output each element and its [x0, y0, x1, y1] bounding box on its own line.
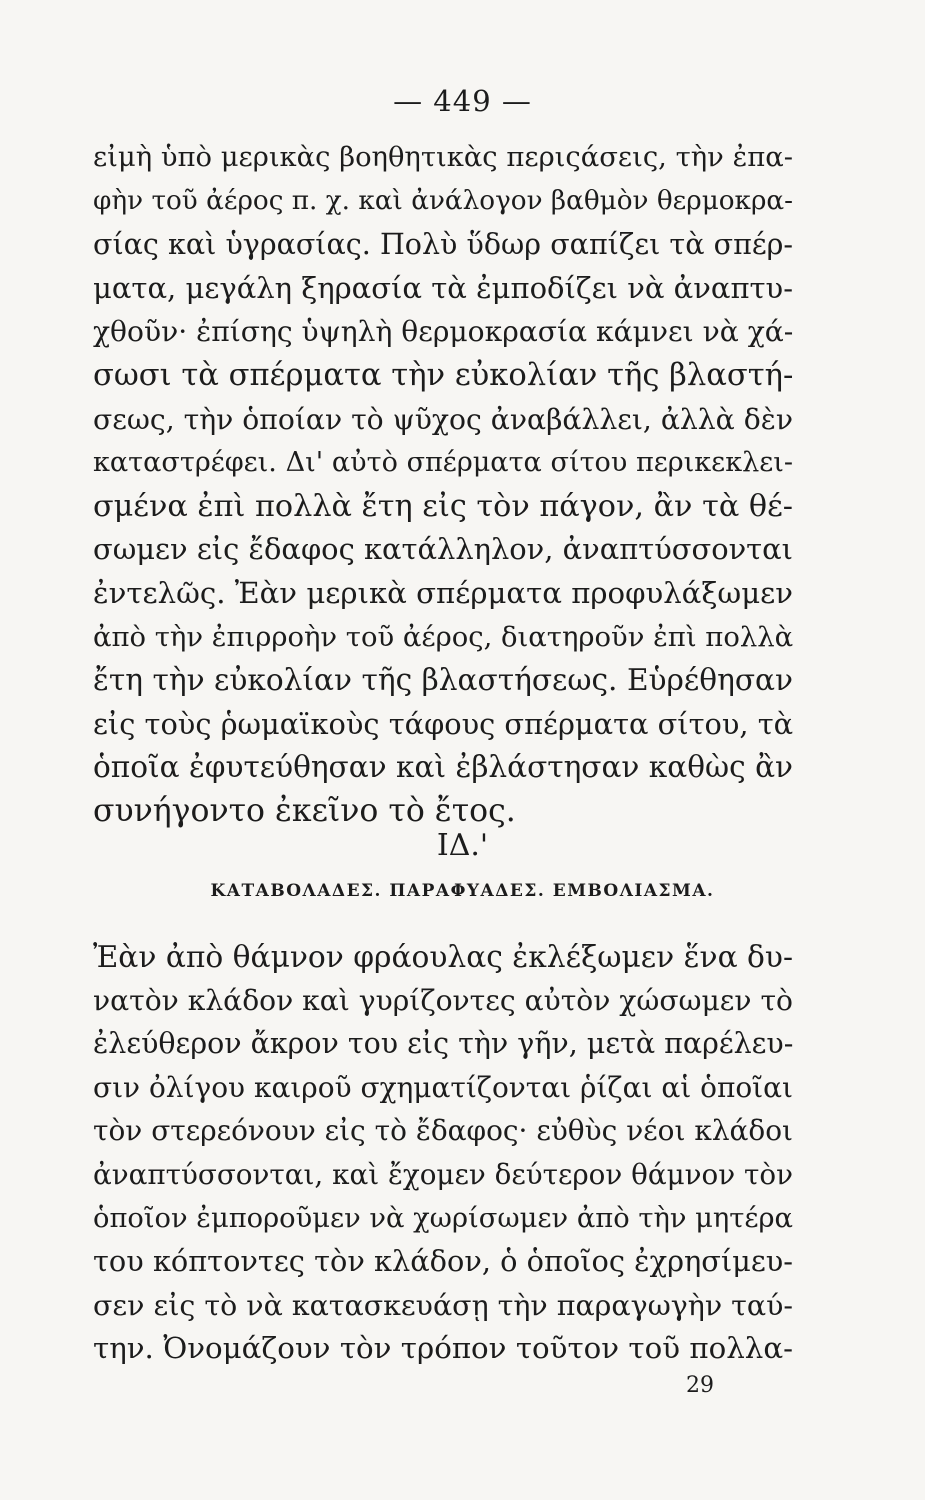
- text-line: εἰμὴ ὑπὸ μερικὰς βοηθητικὰς περιςάσεις, τὴν ἐπα-: [93, 142, 793, 173]
- text-line: ἐντελῶς. Ἐὰν μερικὰ σπέρματα προφυλάξωμεν: [93, 575, 793, 610]
- text-line: ὁποῖα ἐφυτεύθησαν καὶ ἐβλάστησαν καθὼς ἂν: [93, 750, 793, 785]
- text-line: την. Ὀνομάζουν τὸν τρόπον τοῦτον τοῦ πολλα-: [93, 1331, 793, 1366]
- text-line: σεν εἰς τὸ νὰ κατασκευάσῃ τὴν παραγωγὴν ταύ-: [93, 1288, 793, 1322]
- paragraph-1: [93, 136, 793, 834]
- text-line: σίας καὶ ὑγρασίας. Πολὺ ὕδωρ σαπίζει τὰ σπέρ-: [93, 228, 793, 262]
- text-line: του κόπτοντες τὸν κλάδον, ὁ ὁποῖος ἐχρησίμευ-: [93, 1244, 793, 1279]
- text-line: ἀναπτύσσονται, καὶ ἔχομεν δεύτερον θάμνον τὸν: [93, 1157, 793, 1191]
- text-line: ἀπὸ τὴν ἐπιρροὴν τοῦ ἀέρος, διατηροῦν ἐπὶ πολλὰ: [93, 621, 794, 653]
- text-line: σεως, τὴν ὁποίαν τὸ ψῦχος ἀναβάλλει, ἀλλὰ δὲν: [93, 402, 793, 436]
- section-number: ΙΔ.': [436, 828, 489, 863]
- page-header: — 449 —: [393, 84, 532, 118]
- text-line: σιν ὀλίγου καιροῦ σχηματίζονται ῥίζαι αἱ ὁποῖαι: [93, 1070, 793, 1104]
- text-line: φὴν τοῦ ἀέρος π. χ. καὶ ἀνάλογον βαθμὸν θερμοκρα-: [93, 185, 793, 216]
- text-line: σωμεν εἰς ἔδαφος κατάλληλον, ἀναπτύσσονται: [93, 532, 793, 567]
- text-line: εἰς τοὺς ῥωμαϊκοὺς τάφους σπέρματα σίτου, τὰ: [93, 706, 794, 741]
- text-line: σωσι τὰ σπέρματα τὴν εὐκολίαν τῆς βλαστή-: [93, 357, 794, 393]
- section-title: ΚΑΤΑΒΟΛΑΔΕΣ. ΠΑΡΑΦΥΑΔΕΣ. ΕΜΒΟΛΙΑΣΜΑ.: [210, 881, 715, 901]
- text-line: χθοῦν· ἐπίσης ὑψηλὴ θερμοκρασία κάμνει νὰ χά-: [93, 315, 794, 349]
- text-line: Ἐὰν ἀπὸ θάμνον φράουλας ἐκλέξωμεν ἕνα δυ-: [93, 939, 793, 974]
- text-line: ὁποῖον ἐμποροῦμεν νὰ χωρίσωμεν ἀπὸ τὴν μητέρα: [93, 1202, 793, 1234]
- text-line: καταστρέφει. Δι' αὐτὸ σπέρματα σίτου περικεκλει-: [93, 447, 793, 479]
- text-line: ἐλεύθερον ἄκρον του εἰς τὴν γῆν, μετὰ παρέλευ-: [93, 1027, 794, 1061]
- text-line: νατὸν κλάδον καὶ γυρίζοντες αὐτὸν χώσωμεν τὸ: [93, 983, 793, 1017]
- paragraph-2: [93, 935, 793, 1371]
- text-line: ἔτη τὴν εὐκολίαν τῆς βλαστήσεως. Εὑρέθησαν: [93, 663, 793, 698]
- text-line: συνήγοντο ἐκεῖνο τὸ ἔτος.: [93, 792, 516, 829]
- signature-mark: 29: [686, 1373, 714, 1398]
- text-line: τὸν στερεόνουν εἰς τὸ ἔδαφος· εὐθὺς νέοι κλάδοι: [93, 1114, 793, 1148]
- text-line: ματα, μεγάλη ξηρασία τὰ ἐμποδίζει νὰ ἀναπτυ-: [93, 270, 793, 305]
- text-line: σμένα ἐπὶ πολλὰ ἔτη εἰς τὸν πάγον, ἂν τὰ θέ-: [93, 488, 793, 524]
